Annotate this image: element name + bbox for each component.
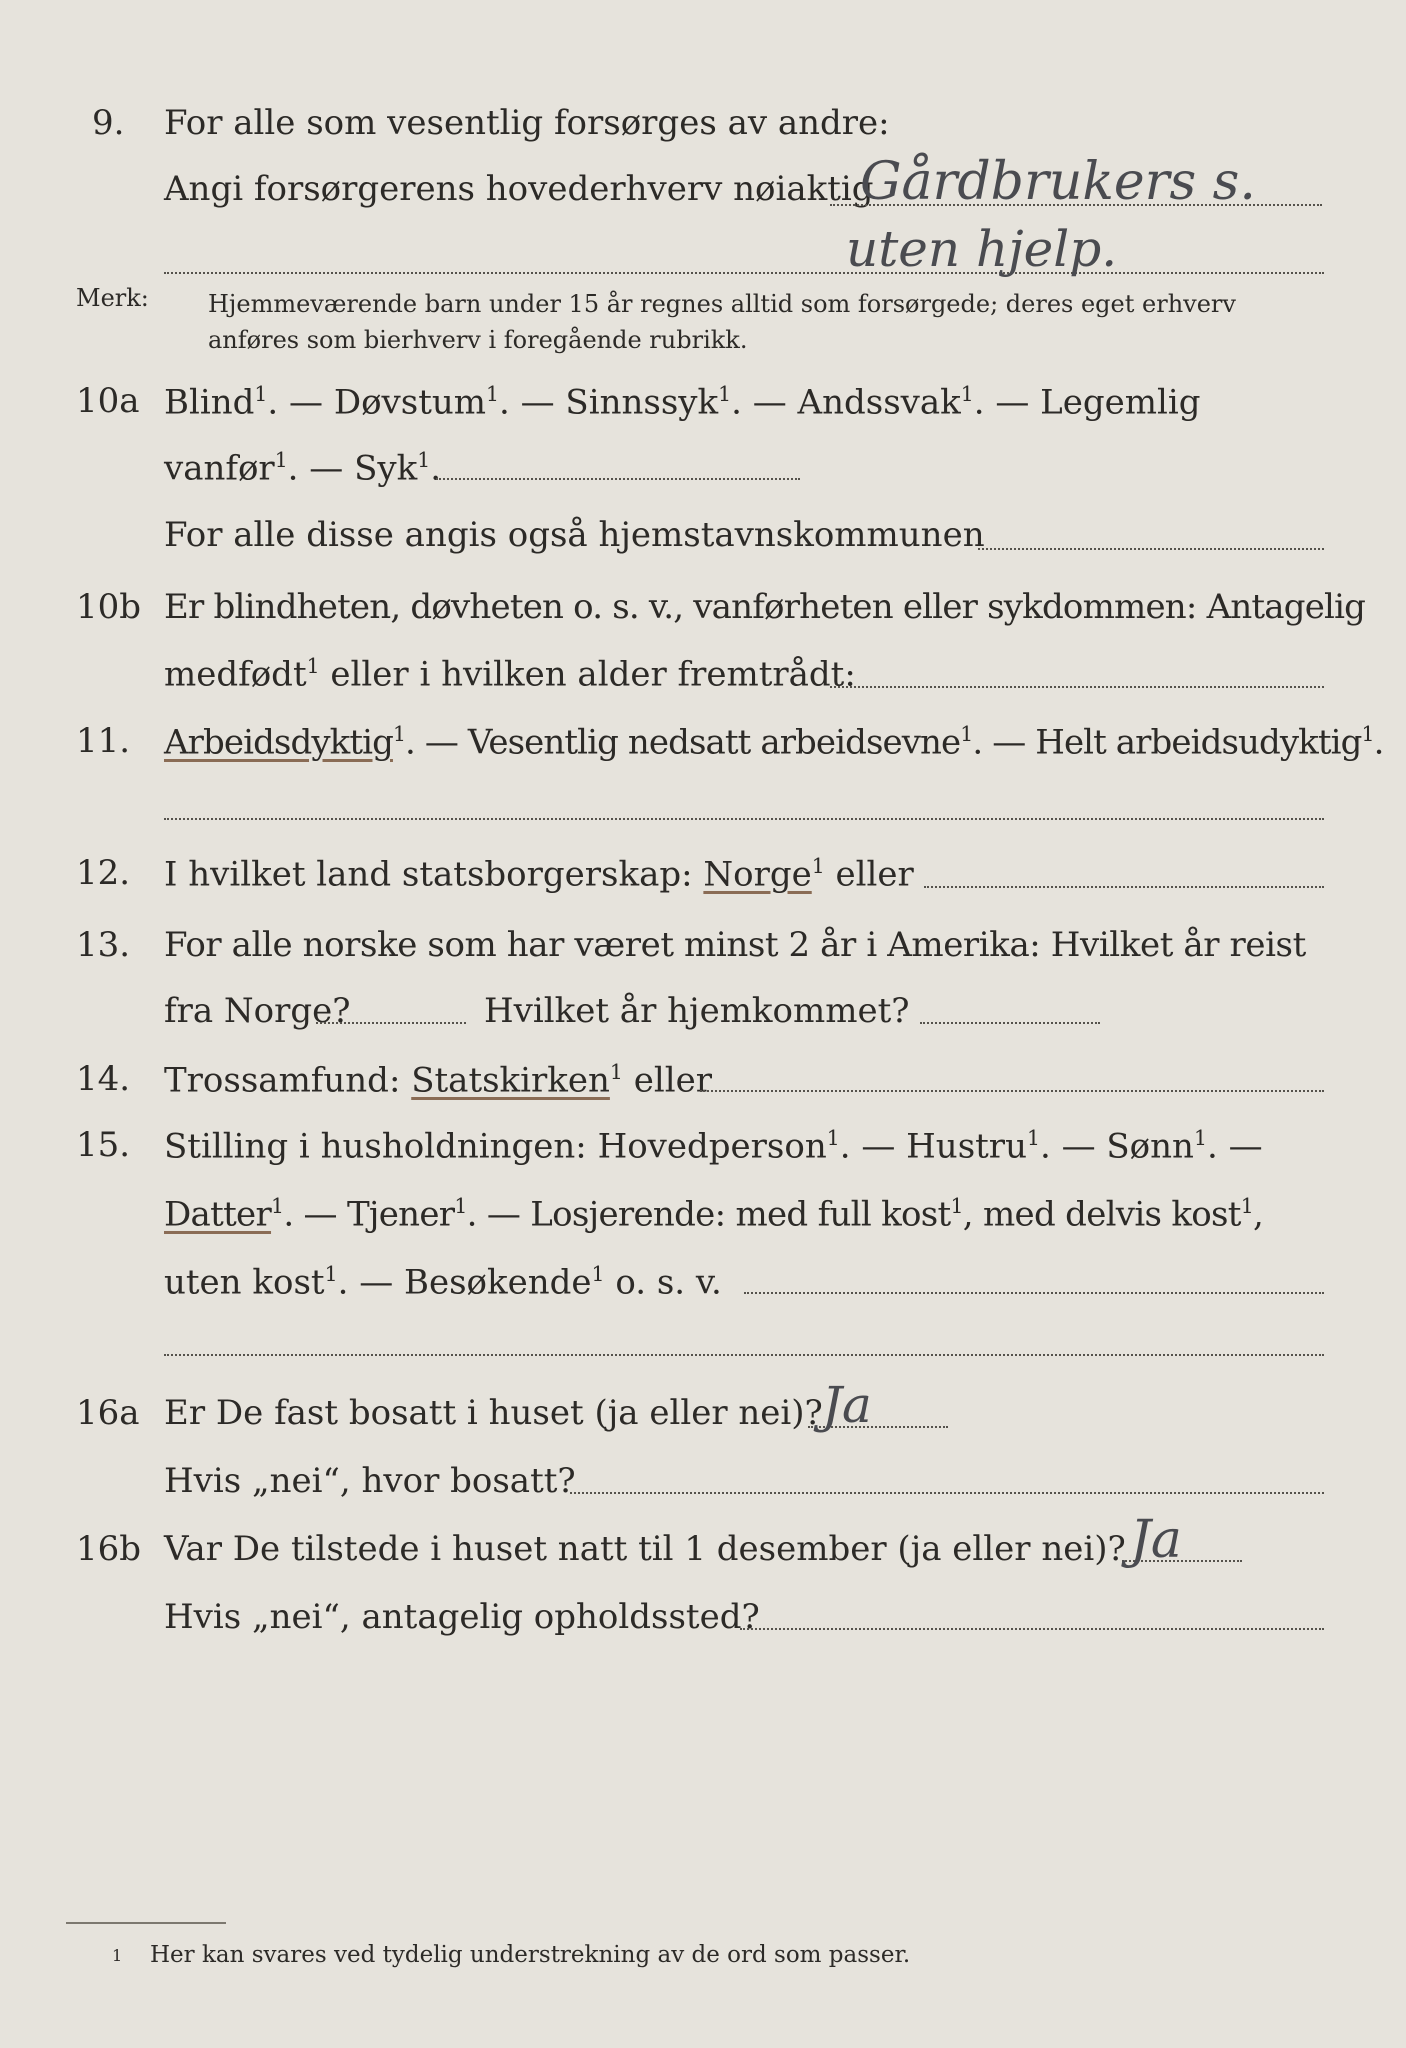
option-vanfor: vanfør bbox=[164, 448, 275, 489]
option-hovedperson: Stilling i husholdningen: Hovedperson bbox=[164, 1126, 827, 1167]
q13-line2a: fra Norge? bbox=[164, 991, 351, 1031]
option-sinnssyk: — Sinnssyk bbox=[520, 382, 719, 423]
q12-answer-line bbox=[924, 886, 1324, 888]
q9-answer-line-2 bbox=[164, 272, 1324, 274]
footnote-rule bbox=[66, 1922, 226, 1924]
q13-line2b: Hvilket år hjemkommet? bbox=[484, 991, 910, 1031]
q13-number: 13. bbox=[76, 925, 131, 965]
q12-number: 12. bbox=[76, 853, 131, 893]
q13-answer-line-reist bbox=[316, 1022, 466, 1024]
q16b-line1: Var De tilstede i huset natt til 1 desember (ja eller nei)? bbox=[164, 1529, 1126, 1569]
footnote-text: Her kan svares ved tydelig understrekning av de ord som passer. bbox=[150, 1942, 911, 1968]
q14-eller: eller bbox=[633, 1060, 712, 1101]
option-norge: Norge bbox=[703, 854, 812, 895]
q10a-line2: vanfør$^1$. — Syk$^1$. bbox=[164, 448, 442, 489]
option-delvis-kost: , med delvis kost bbox=[962, 1194, 1241, 1235]
q10b-line1: Er blindheten, døvheten o. s. v., vanførheten eller sykdommen: Antagelig bbox=[164, 587, 1366, 627]
q15-answer-line-1 bbox=[744, 1292, 1324, 1294]
q16a-handwritten-answer: Ja bbox=[822, 1376, 872, 1434]
option-statskirken: Statskirken bbox=[411, 1060, 610, 1101]
option-datter: Datter bbox=[164, 1194, 272, 1235]
merk-line1: Hjemmeværende barn under 15 år regnes alltid som forsørgede; deres eget erhverv bbox=[208, 290, 1236, 318]
q10a-answer-line-1 bbox=[436, 478, 800, 480]
q10a-answer-line-2 bbox=[978, 548, 1324, 550]
q15-osv: o. s. v. bbox=[615, 1262, 722, 1303]
option-hustru: — Hustru bbox=[861, 1126, 1027, 1167]
q15-dash: — bbox=[1228, 1126, 1263, 1167]
q11-line: Arbeidsdyktig$^1$. — Vesentlig nedsatt arbeidsevne$^1$. — Helt arbeidsudyktig$^1$. bbox=[164, 722, 1384, 763]
option-uten-kost: uten kost bbox=[164, 1262, 325, 1303]
q14-line: Trossamfund: Statskirken$^1$ eller bbox=[164, 1060, 712, 1101]
q10b-line2: medfødt$^1$ eller i hvilken alder fremtrådt: bbox=[164, 654, 856, 695]
q9-handwritten-answer-2: uten hjelp. bbox=[846, 220, 1118, 278]
q16b-opholdssted-line bbox=[740, 1628, 1324, 1630]
q14-answer-line bbox=[700, 1090, 1324, 1092]
option-arbeidsudyktig: — Helt arbeidsudyktig bbox=[992, 722, 1362, 763]
q16a-bosatt-line bbox=[570, 1492, 1324, 1494]
q12-eller: eller bbox=[835, 854, 914, 895]
q11-answer-line bbox=[164, 818, 1324, 820]
q16b-line2: Hvis „nei“, antagelig opholdssted? bbox=[164, 1597, 760, 1637]
q12-question: I hvilket land statsborgerskap: bbox=[164, 854, 693, 895]
option-tjener: — Tjener bbox=[303, 1194, 455, 1235]
q13-answer-line-hjemkommet bbox=[920, 1022, 1100, 1024]
q10b-question: eller i hvilken alder fremtrådt: bbox=[330, 654, 856, 695]
q9-handwritten-answer-1: Gårdbrukers s. bbox=[860, 152, 1256, 212]
option-full-kost: — Losjerende: med full kost bbox=[486, 1194, 951, 1235]
q16a-line1: Er De fast bosatt i huset (ja eller nei)? bbox=[164, 1393, 823, 1433]
q10a-line1: Blind$^1$. — Døvstum$^1$. — Sinnssyk$^1$. — Andssvak$^1$. — Legemlig bbox=[164, 382, 1201, 423]
option-besokende: — Besøkende bbox=[359, 1262, 592, 1303]
option-dovstum: — Døvstum bbox=[289, 382, 487, 423]
q16a-number: 16a bbox=[76, 1393, 140, 1433]
q13-line1: For alle norske som har været minst 2 år i Amerika: Hvilket år reist bbox=[164, 925, 1306, 965]
q10a-line3: For alle disse angis også hjemstavnskommunen bbox=[164, 515, 985, 555]
q16b-handwritten-answer: Ja bbox=[1130, 1510, 1182, 1570]
option-andssvak: — Andssvak bbox=[752, 382, 961, 423]
footnote-mark: 1 bbox=[112, 1946, 123, 1965]
q10a-number: 10a bbox=[76, 381, 140, 421]
q11-number: 11. bbox=[76, 721, 131, 761]
merk-label: Merk: bbox=[76, 284, 149, 312]
q10b-number: 10b bbox=[76, 587, 142, 627]
q9-line1: For alle som vesentlig forsørges av andre: bbox=[164, 103, 890, 143]
option-sonn: — Sønn bbox=[1061, 1126, 1194, 1167]
q9-line2: Angi forsørgerens hovederhverv nøiaktig bbox=[164, 169, 874, 209]
q15-answer-line-2 bbox=[164, 1354, 1324, 1356]
option-legemlig: — Legemlig bbox=[995, 382, 1201, 423]
q15-line1: Stilling i husholdningen: Hovedperson$^1$. — Hustru$^1$. — Sønn$^1$. — bbox=[164, 1126, 1263, 1167]
option-blind: Blind bbox=[164, 382, 255, 423]
option-nedsatt-arbeidsevne: — Vesentlig nedsatt arbeidsevne bbox=[424, 722, 961, 763]
q14-question: Trossamfund: bbox=[164, 1060, 401, 1101]
q15-line3: uten kost$^1$. — Besøkende$^1$ o. s. v. bbox=[164, 1262, 722, 1303]
q15-line2: Datter$^1$. — Tjener$^1$. — Losjerende: med full kost$^1$, med delvis kost$^1$, bbox=[164, 1194, 1264, 1235]
q10b-answer-line bbox=[830, 686, 1324, 688]
option-syk: — Syk bbox=[309, 448, 418, 489]
merk-line2: anføres som bierhverv i foregående rubrikk. bbox=[208, 326, 748, 354]
q12-line: I hvilket land statsborgerskap: Norge$^1$ eller bbox=[164, 854, 914, 895]
q15-number: 15. bbox=[76, 1125, 131, 1165]
option-medfodt: medfødt bbox=[164, 654, 307, 695]
option-arbeidsdyktig: Arbeidsdyktig bbox=[164, 722, 393, 763]
q14-number: 14. bbox=[76, 1059, 131, 1099]
q9-number: 9. bbox=[92, 103, 125, 143]
q16b-number: 16b bbox=[76, 1529, 142, 1569]
q16a-line2: Hvis „nei“, hvor bosatt? bbox=[164, 1461, 576, 1501]
